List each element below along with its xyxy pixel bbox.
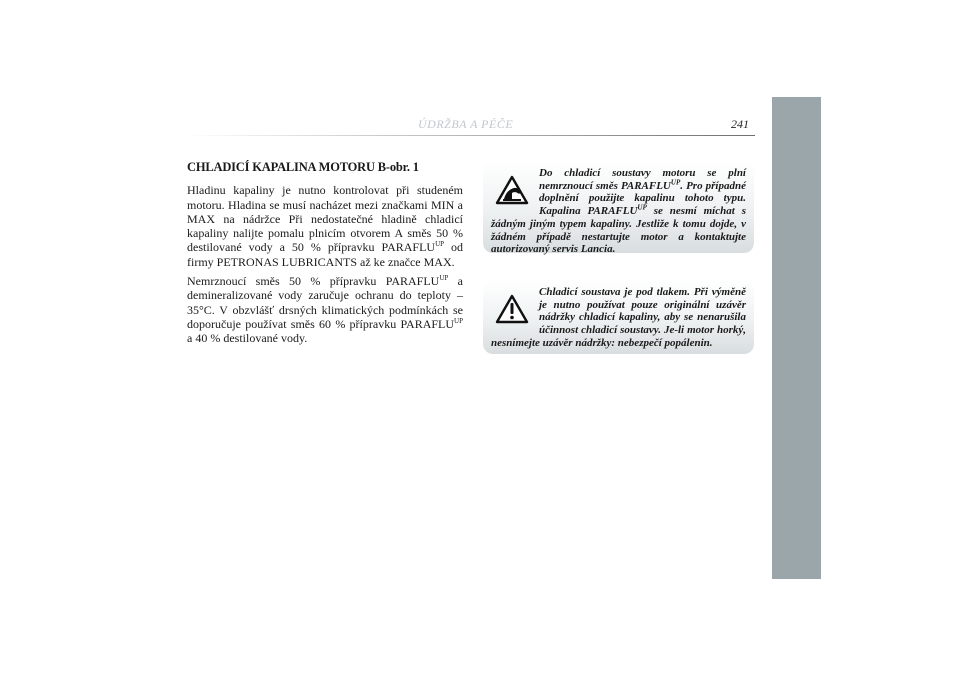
environment-note-box [483,161,754,256]
paragraph-antifreeze-mix: Nemrznoucí směs 50 % přípravku $PARAFLU^{UP}$ a demineralizované vody zaručuje ochranu do teploty –35°C. V obzvlášť drsných klimatických podmínkách se doporučuje používat směs 60 % přípravku $PARAFLU^{UP}$ a 40 % destilované vody. [187,274,464,346]
figure-reference: -obr. 1 [385,160,419,174]
header-section-title: ÚDRŽBA A PÉČE [418,117,514,131]
header-divider [187,135,755,136]
main-column [187,160,463,351]
paragraph-coolant-level: Hladinu kapaliny je nutno kontrolovat při studeném motoru. Hladina se musí nacházet mezi značkami MIN a MAX na nádržce Při nedostatečné hladině chladicí kapaliny nalijte pomalu plnicím otvorem A směs 50 % destilované vody a 50 % přípravku $PARAFLU^{UP}$ od firmy PETRONAS LUBRICANTS až ke značce MAX. [187,183,464,269]
pressure-warning-text: Chladicí soustava je pod tlakem. Při výměně je nutno používat pouze originální uzávěr nádržky chladicí kapaliny, aby se nenarušila účinnost chladicí soustavy. Je-li motor horký, nesnímejte uzávěr nádržky: nebezpečí popálenin. [491,286,746,349]
environment-note-text: Do chladicí soustavy motoru se plní nemrznoucí směs $PARAFLU^{UP}$. Pro případné doplnění použijte kapalinu tohoto typu. Kapalina $PARAFLU^{UP}$ se nesmí míchat s žádným jiným typem kapaliny. Jestliže k tomu dojde, v žádném případě nestartujte motor a kontaktujte autorizovaný servis Lancia. [491,167,746,256]
pressure-warning-box [483,280,754,354]
environment-warning-icon [491,171,533,209]
warning-triangle-icon [491,290,533,328]
page-number: 241 [731,117,749,131]
section-heading-text: CHLADICÍ KAPALINA MOTORU B [187,160,386,174]
chapter-side-tab [772,97,821,579]
section-heading [187,160,463,174]
